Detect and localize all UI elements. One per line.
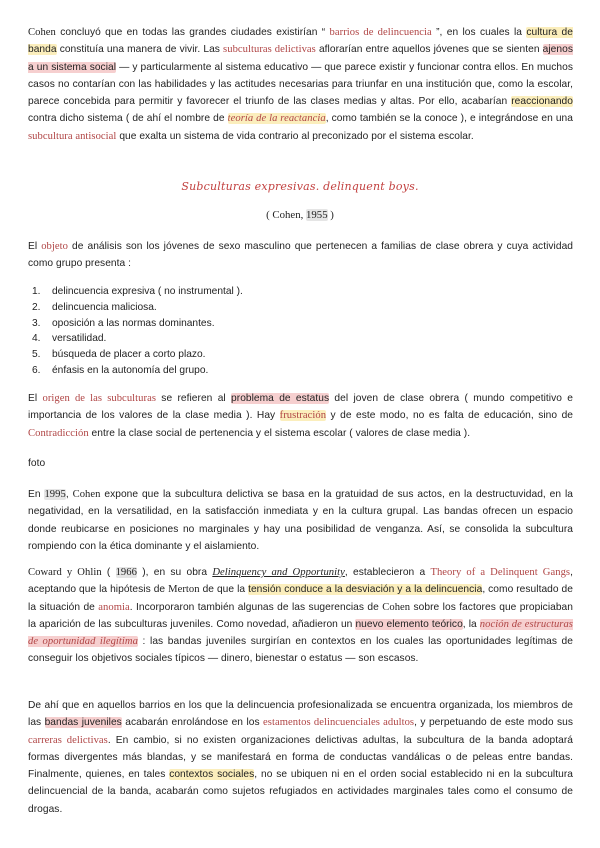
term-objeto: objeto — [41, 241, 68, 252]
highlight-tension: tensión conduce a la desviación y a la delincuencia — [248, 584, 483, 596]
author-cohen: Cohen — [72, 489, 101, 500]
highlight-problema-estatus: problema de estatus — [231, 393, 330, 404]
term-frustracion: frustración — [279, 410, 327, 422]
list-item: 1. delincuencia expresiva ( no instrumental ). — [32, 286, 243, 297]
term-estructuras-oportunidad: noción de estructuras de oportunidad ilegítima — [28, 618, 573, 648]
term-subcultura-antisocial: subcultura antisocial — [28, 130, 117, 142]
term-estamentos: estamentos delincuenciales adultos — [263, 717, 415, 729]
author-cohen: Cohen — [382, 601, 411, 613]
citation-year: 1955 — [306, 209, 328, 221]
term-barrios-delincuencia: barrios de delincuencia — [329, 27, 432, 38]
paragraph-origen: El origen de las subculturas se refieren al problema de estatus del joven de clase obrera ( mundo competitivo e importancia de los valores de la clase media ). Hay frustración y de este modo, no es falta de educación, sino de Contradicción entre la clase social de pertenencia y el sistema escolar ( valores de clase media ). — [28, 393, 574, 439]
heading-citation: ( Cohen, 1955 ) — [266, 209, 334, 221]
highlight-ajenos-sistema: ajenos a un sistema social — [28, 44, 573, 73]
term-subculturas-delictivas: subculturas delictivas — [223, 44, 316, 56]
paragraph-objeto: El objeto de análisis son los jóvenes de sexo masculino que pertenecen a familias de clase obrera y cuya actividad como grupo presenta : — [28, 241, 573, 270]
list-item: 4. versatilidad. — [32, 333, 107, 345]
author-merton: Merton — [168, 584, 200, 596]
highlight-contextos-sociales: contextos sociales — [169, 769, 255, 781]
term-theory-delinquent-gangs: Theory of a Delinquent Gangs — [430, 567, 571, 578]
term-contradiccion: Contradicción — [28, 427, 89, 439]
list-item: 5. búsqueda de placer a corto plazo. — [32, 349, 206, 361]
list-item: 6. énfasis en la autonomía del grupo. — [32, 364, 209, 376]
characteristics-list — [28, 284, 548, 379]
paragraph-cohen-intro: Cohen concluyó que en todas las grandes ciudades existirían “ barrios de delincuencia ”, en los cuales la cultura de banda constituía una manera de vivir. Las subculturas delictivas aflorarían entre aquellos jóvenes que se sienten ajenos a un sistema social — y particularmente al sistema educativo — que parece existir y funcionar contra ellos. En muchos casos no contarían con las habilidades y las actitudes necesarias para triunfar en una institución que, como la escolar, parece concebida para permitir y favorecer el triunfo de las clases medias y altas. Por ello, acabarían reaccionando contra dicho sistema ( de ahí el nombre de teoría de la reactancia, como también se la conoce ), e integrándose en una subcultura antisocial que exalta un sistema de vida contrario al preconizado por el sistema escolar. — [28, 27, 573, 142]
author-coward-ohlin: Coward y Ohlin — [28, 567, 102, 578]
highlight-nuevo-elemento: nuevo elemento teórico — [355, 618, 463, 630]
paragraph-cohen-1995: En 1995, Cohen expone que la subcultura delictiva se basa en la gratuidad de sus actos, en la destructuvidad, en la negatividad, en la versatilidad, en la satisfacción inmediata y en la cultura grupal. Las bandas ofrecen un espacio donde reubicarse en posiciones no marginales y hay una posibilidad de venganza. Así, se consolida la subcultura rompiendo con la ética dominante y el aislamiento. — [28, 489, 573, 552]
term-anomia: anomia — [98, 601, 130, 613]
term-carreras-delictivas: carreras delictivas — [28, 734, 108, 746]
foto-label: foto — [28, 458, 46, 469]
highlight-bandas-juveniles: bandas juveniles — [44, 717, 122, 729]
book-title: Delinquency and Opportunity — [212, 567, 345, 578]
year-1995: 1995 — [44, 489, 66, 500]
author-cohen: Cohen — [28, 27, 56, 38]
highlight-reaccionando: reaccionando — [511, 96, 573, 108]
term-origen-subculturas: origen de las subculturas — [42, 393, 156, 404]
section-heading: Subculturas expresivas. delinquent boys. — [181, 180, 419, 193]
list-item: 2. delincuencia maliciosa. — [32, 301, 157, 313]
paragraph-barrios: De ahí que en aquellos barrios en los que la delincuencia profesionalizada se encuentra organizada, los miembros de las bandas juveniles acabarán enrolándose en los estamentos delincuenciales adultos, y perpetuando de este modo sus carreras delictivas. En cambio, si no existen organizaciones delictivas adultas, la subcultura de la banda adoptará formas divergentes más blandas, y se manifestará en forma de conductas vandálicas o de peleas entre bandas. Finalmente, quienes, en tales contextos sociales, no se ubiquen ni en el orden social establecido ni en la subcultura delincuencial de la banda, acabarán como sujetos refugiados en actividades marginales tales como el consumo de drogas. — [28, 700, 573, 815]
year-1966: 1966 — [115, 567, 137, 578]
paragraph-coward-ohlin: Coward y Ohlin ( 1966 ), en su obra Delinquency and Opportunity, establecieron a Theory of a Delinquent Gangs, aceptando que la hipótesis de Merton de que la tensión conduce a la desviación y a la delincuencia, como resultado de la situación de anomia. Incorporaron también algunas de las sugerencias de Cohen sobre los factores que propiciaban la aparición de las subculturas juveniles. Como novedad, añadieron un nuevo elemento teórico, la noción de estructuras de oportunidad ilegítima : las bandas juveniles surgirían en contextos en los cuales las oportunidades legítimas de conseguir los objetivos sociales típicos — dinero, bienestar o estatus — son escasos. — [28, 567, 573, 665]
highlight-cultura-banda: cultura de banda — [28, 27, 573, 56]
term-teoria-reactancia: teoría de la reactancia — [227, 113, 326, 125]
list-item: 3. oposición a las normas dominantes. — [32, 317, 215, 329]
